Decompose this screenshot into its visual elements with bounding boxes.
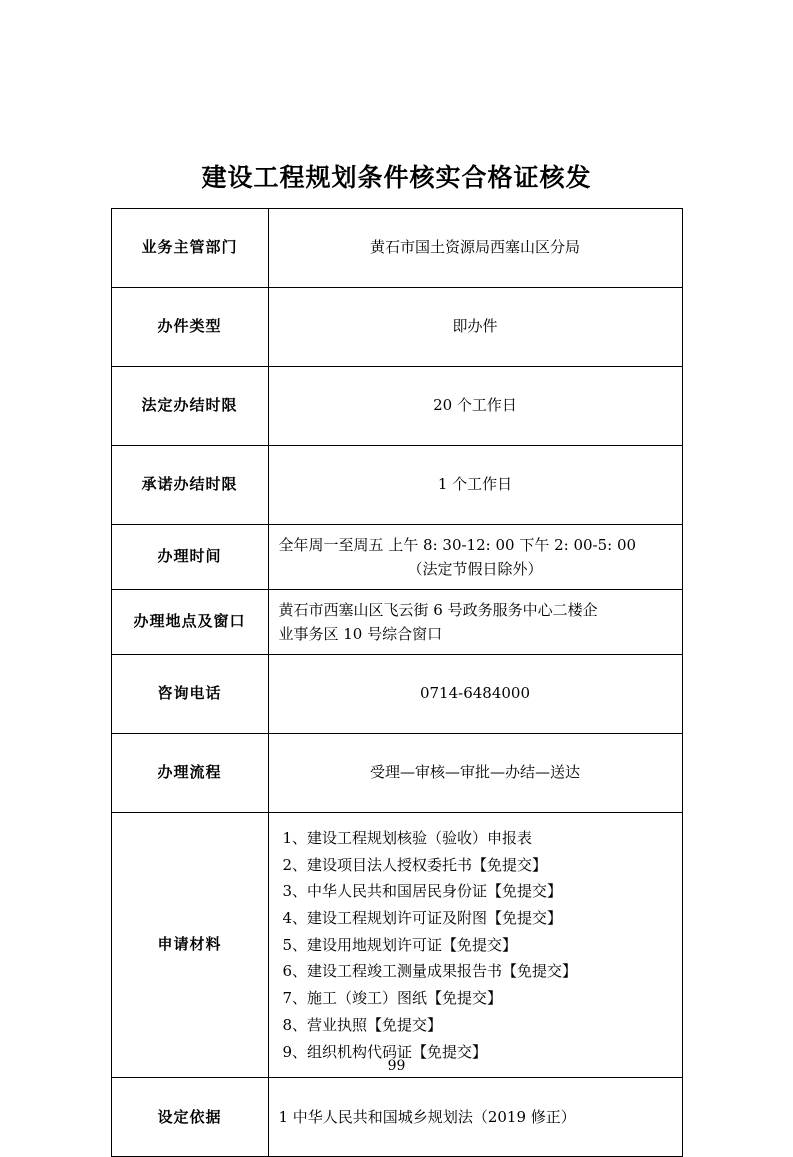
row-value-line-2: 业事务区 10 号综合窗口 [278, 625, 443, 643]
row-value: 受理—审核—审批—办结—送达 [268, 734, 682, 813]
row-label: 设定依据 [111, 1078, 268, 1157]
list-item: 1、建设工程规划核验（验收）申报表 [282, 829, 533, 847]
list-item: 6、建设工程竣工测量成果报告书【免提交】 [282, 962, 578, 981]
row-value: 0714-6484000 [268, 655, 682, 734]
row-label: 法定办结时限 [111, 367, 268, 446]
row-label: 办理地点及窗口 [111, 590, 268, 655]
row-label: 办理时间 [111, 525, 268, 590]
list-item: 7、施工（竣工）图纸【免提交】 [282, 989, 503, 1008]
row-label: 承诺办结时限 [111, 446, 268, 525]
row-value [268, 590, 682, 655]
row-value: 黄石市国土资源局西塞山区分局 [268, 209, 682, 288]
list-item: 4、建设工程规划许可证及附图【免提交】 [282, 909, 563, 928]
table-row [111, 209, 682, 288]
list-item: 9、组织机构代码证【免提交】 [282, 1042, 488, 1061]
row-label: 办件类型 [111, 288, 268, 367]
list-item: 2、建设项目法人授权委托书【免提交】 [282, 855, 548, 874]
table-row [111, 525, 682, 590]
row-value-line-2: （法定节假日除外） [407, 560, 543, 578]
row-value: 20 个工作日 [268, 367, 682, 446]
table-row [111, 288, 682, 367]
list-item: 3、中华人民共和国居民身份证【免提交】 [282, 882, 563, 901]
row-value-line-1: 全年周一至周五 上午 8: 30-12: 00 下午 2: 00-5: 00 [278, 536, 637, 554]
page-title: 建设工程规划条件核实合格证核发 [201, 163, 592, 192]
row-value-line-1: 黄石市西塞山区飞云街 6 号政务服务中心二楼企 [278, 601, 598, 619]
row-label: 业务主管部门 [111, 209, 268, 288]
table-row [111, 367, 682, 446]
row-value: 1 个工作日 [268, 446, 682, 525]
row-label: 办理流程 [111, 734, 268, 813]
page-number: 99 [387, 1058, 406, 1074]
row-label: 咨询电话 [111, 655, 268, 734]
table-row [111, 1078, 682, 1157]
materials-list [279, 821, 672, 1069]
row-value [268, 525, 682, 590]
table-row [111, 446, 682, 525]
service-info-table [111, 208, 683, 1157]
row-value: 1 中华人民共和国城乡规划法（2019 修正） [268, 1078, 682, 1157]
list-item: 5、建设用地规划许可证【免提交】 [282, 935, 518, 954]
table-row [111, 655, 682, 734]
table-row [111, 734, 682, 813]
row-value: 即办件 [268, 288, 682, 367]
row-label-materials: 申请材料 [111, 813, 268, 1078]
materials-value [268, 813, 682, 1078]
table-row-materials [111, 813, 682, 1078]
table-row [111, 590, 682, 655]
list-item: 8、营业执照【免提交】 [282, 1015, 443, 1034]
